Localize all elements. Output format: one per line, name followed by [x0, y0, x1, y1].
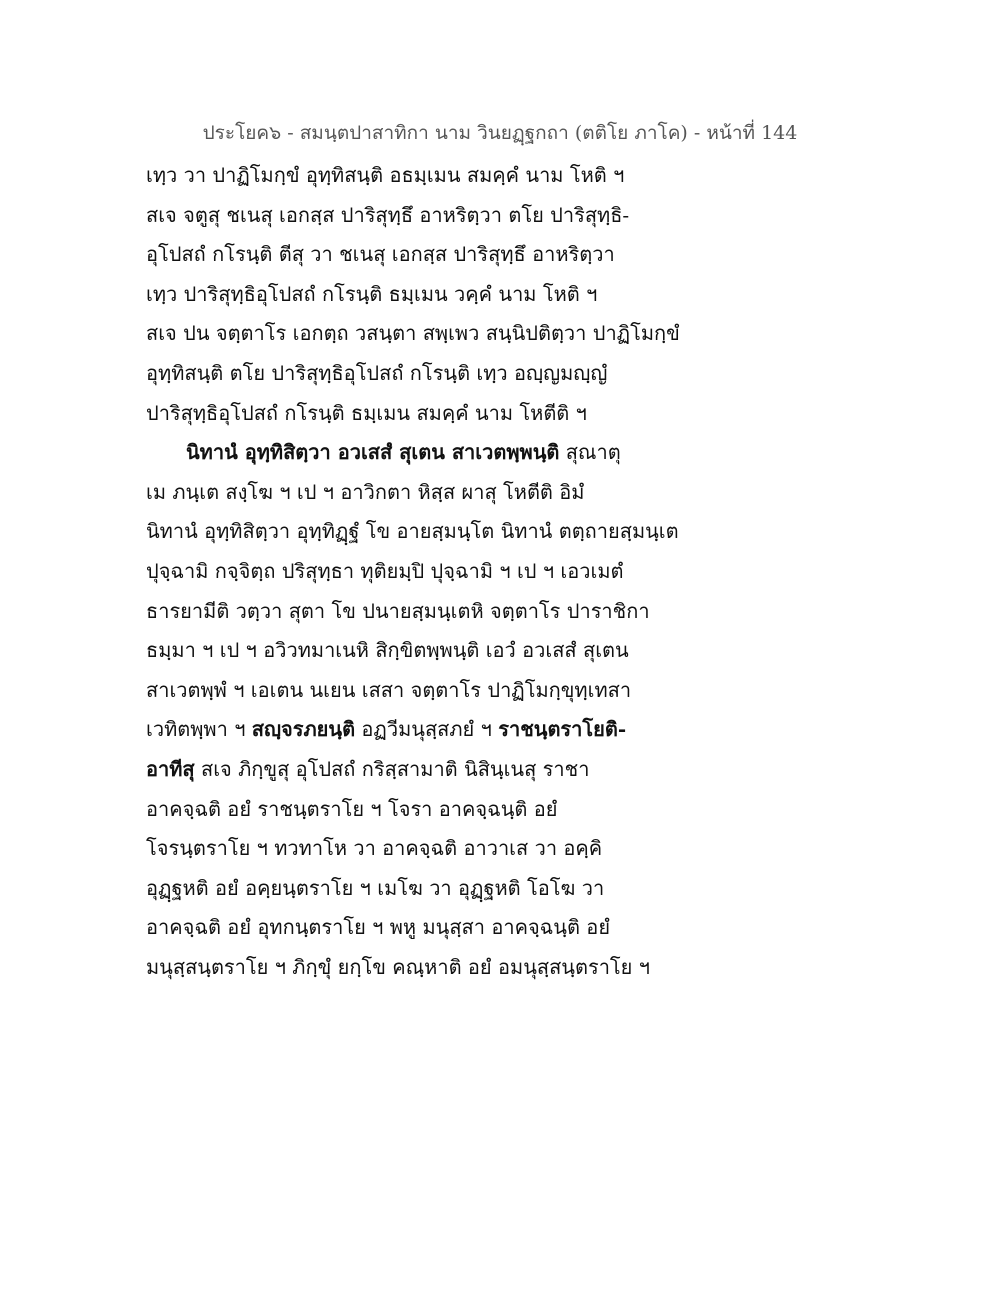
text-line — [146, 277, 866, 317]
text-segment: สาเวตพฺพํ ฯ เอเตน นเยน เสสา จตฺตาโร ปาฏิโมกฺขุทฺเทสา — [146, 677, 632, 702]
text-line — [146, 554, 866, 594]
text-segment: ธารยามีติ วตฺวา สุตา โข ปนายสฺมนฺเตหิ จตฺตาโร ปาราชิกา — [146, 598, 650, 623]
text-line — [146, 792, 866, 832]
text-line — [146, 158, 866, 198]
text-line — [146, 633, 866, 673]
body-text — [146, 158, 866, 989]
text-segment: สเจ จตูสุ ชเนสุ เอกสฺส ปาริสุทฺธึ อาหริตฺวา ตโย ปาริสุทฺธิ- — [146, 202, 630, 227]
text-segment: ปุจฺฉามิ กจฺจิตฺถ ปริสุทฺธา ทุติยมฺปิ ปุจฺฉามิ ฯ เป ฯ เอวเมตํ — [146, 558, 624, 583]
text-segment: อฏวีมนุสฺสภยํ ฯ — [355, 717, 499, 742]
text-line — [146, 356, 866, 396]
text-segment: เทฺว วา ปาฏิโมกฺขํ อุทฺทิสนฺติ อธมฺเมน สมคฺคํ นาม โหติ ฯ — [146, 163, 625, 187]
text-segment: โจรนฺตราโย ฯ ทวทาโห วา อาคจฺฉติ อาวาเส วา อคฺคิ — [146, 836, 603, 861]
text-segment: อุทฺทิสนฺติ ตโย ปาริสุทฺธิอุโปสถํ กโรนฺติ เทฺว อญฺญมญฺญํ — [146, 360, 608, 385]
text-line — [146, 910, 866, 950]
text-line — [146, 316, 866, 356]
bold-term: สญฺจรภยนฺติ — [251, 717, 356, 742]
text-line — [146, 950, 866, 990]
text-line — [146, 831, 866, 871]
text-segment: มนุสฺสนฺตราโย ฯ ภิกฺขุํ ยกฺโข คณฺหาติ อยํ อมนุสฺสนฺตราโย ฯ — [146, 954, 650, 979]
text-line — [146, 752, 866, 792]
text-line — [146, 514, 866, 554]
running-header: ประโยค๖ - สมนฺตปาสาทิกา นาม วินยฏฺฐกถา (ตติโย ภาโค) - หน้าที่ 144 — [202, 122, 798, 144]
bold-term: ราชนฺตราโยติ- — [498, 717, 627, 742]
bold-term: อาทีสุ — [146, 756, 195, 781]
text-segment: ธมฺมา ฯ เป ฯ อวิวทมาเนหิ สิกฺขิตพฺพนฺติ เอวํ อวเสสํ สุเตน — [146, 638, 629, 663]
text-line — [146, 712, 866, 752]
text-segment: นิทานํ อุทฺทิสิตฺวา อุทฺทิฏฺฐํ โข อายสฺมนฺโต นิทานํ ตตฺถายสฺมนฺเต — [146, 519, 679, 544]
text-segment: เวทิตพฺพา ฯ — [146, 717, 252, 742]
text-segment: ปาริสุทฺธิอุโปสถํ กโรนฺติ ธมฺเมน สมคฺคํ นาม โหตีติ ฯ — [146, 400, 587, 425]
text-line — [146, 475, 866, 515]
text-segment: อุฏฺฐหติ อยํ อคฺยนฺตราโย ฯ เมโฆ วา อุฏฺฐหติ โอโฆ วา — [146, 875, 605, 900]
text-line — [146, 237, 866, 277]
text-line — [146, 594, 866, 634]
text-line — [146, 435, 866, 475]
text-segment: สุณาตุ — [559, 440, 621, 465]
text-line — [146, 198, 866, 238]
text-line — [146, 396, 866, 436]
text-segment: อาคจฺฉติ อยํ ราชนฺตราโย ฯ โจรา อาคจฺฉนฺติ อยํ — [146, 796, 558, 821]
bold-term: นิทานํ อุทฺทิสิตฺวา อวเสสํ สุเตน สาเวตพฺพนฺติ — [186, 440, 560, 465]
text-segment: สเจ ปน จตฺตาโร เอกตฺถ วสนฺตา สพฺเพว สนฺนิปติตฺวา ปาฏิโมกฺขํ — [146, 321, 680, 346]
text-segment: เม ภนฺเต สงฺโฆ ฯ เป ฯ อาวิกตา หิสฺส ผาสุ โหตีติ อิมํ — [146, 479, 585, 504]
text-line — [146, 673, 866, 713]
text-segment: อาคจฺฉติ อยํ อุทกนฺตราโย ฯ พหู มนุสฺสา อาคจฺฉนฺติ อยํ — [146, 915, 611, 940]
text-segment: สเจ ภิกฺขูสุ อุโปสถํ กริสฺสามาติ นิสินฺเนสุ ราชา — [194, 756, 590, 781]
text-segment: เทฺว ปาริสุทฺธิอุโปสถํ กโรนฺติ ธมฺเมน วคฺคํ นาม โหติ ฯ — [146, 281, 598, 306]
text-line — [146, 871, 866, 911]
text-segment: อุโปสถํ กโรนฺติ ตีสุ วา ชเนสุ เอกสฺส ปาริสุทฺธึ อาหริตฺวา — [146, 242, 615, 267]
